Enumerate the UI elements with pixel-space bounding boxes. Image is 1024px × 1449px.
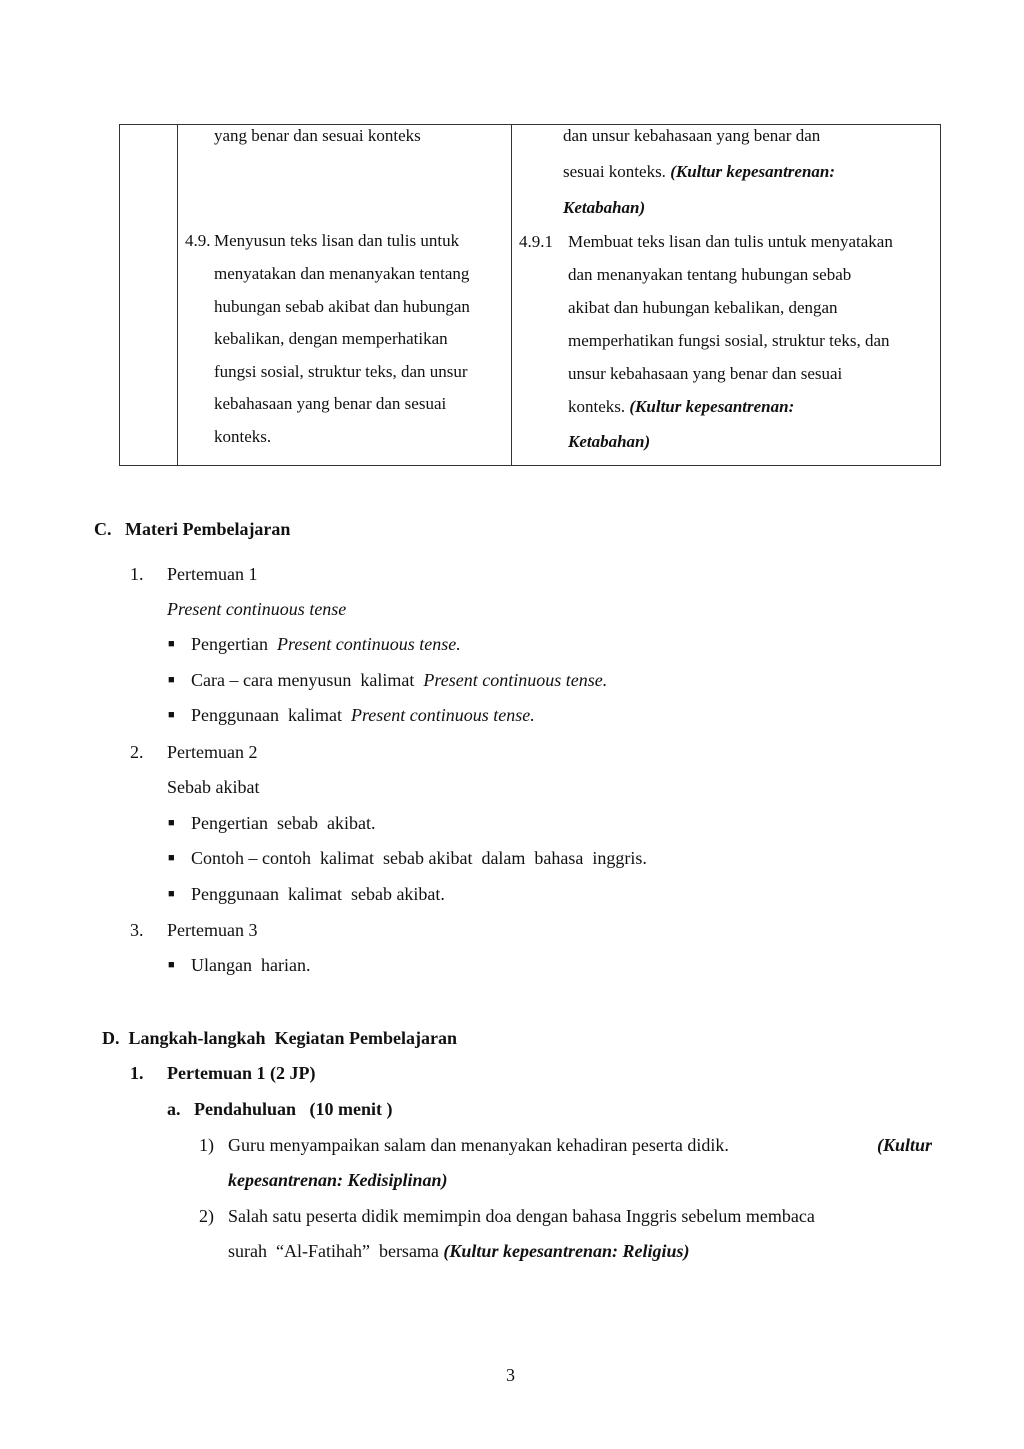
step-line xyxy=(228,1135,932,1156)
page-number: 3 xyxy=(506,1365,515,1385)
indicator-line: dan menanyakan tentang hubungan sebab xyxy=(568,265,852,284)
section-heading-d: D. Langkah-langkah Kegiatan Pembelajaran xyxy=(102,1028,458,1048)
bullet-icon: ■ xyxy=(168,959,175,971)
list-number: 1. xyxy=(130,564,144,584)
list-item: Ulangan harian. xyxy=(191,955,311,975)
bullet-icon: ■ xyxy=(168,888,175,900)
list-item: Penggunaan kalimat sebab akibat. xyxy=(191,884,445,904)
kultur-note: kepesantrenan: Kedisiplinan) xyxy=(228,1170,448,1190)
indicator-line-text: konteks. xyxy=(568,397,626,416)
list-number: 1. xyxy=(130,1063,144,1083)
indicator-text-continued xyxy=(563,155,835,188)
indicator-line: unsur kebahasaan yang benar dan sesuai xyxy=(568,364,843,383)
list-item xyxy=(191,670,607,691)
kd-number: 4.9. xyxy=(185,231,211,250)
indicator-text-continued: dan unsur kebahasaan yang benar dan xyxy=(563,126,821,145)
list-item xyxy=(191,705,535,726)
meeting-topic: Sebab akibat xyxy=(167,777,260,797)
meeting-title: Pertemuan 1 (2 JP) xyxy=(167,1063,316,1083)
meeting-title: Pertemuan 3 xyxy=(167,920,258,940)
list-item-text: Cara – cara menyusun kalimat xyxy=(191,670,424,690)
indicator-number: 4.9.1 xyxy=(519,232,553,251)
kd-line: fungsi sosial, struktur teks, dan unsur xyxy=(214,362,468,381)
indicator-line: sesuai konteks. xyxy=(563,162,666,181)
bullet-icon: ■ xyxy=(168,709,175,721)
activity-phase-heading: a. Pendahuluan (10 menit ) xyxy=(167,1099,393,1119)
bullet-icon: ■ xyxy=(168,852,175,864)
section-heading-c: C. Materi Pembelajaran xyxy=(94,519,291,539)
list-item-text: Pengertian xyxy=(191,634,277,654)
list-item-italic: Present continuous tense. xyxy=(276,634,461,654)
indicator-line: akibat dan hubungan kebalikan, dengan xyxy=(568,298,838,317)
kd-text-continued: yang benar dan sesuai konteks xyxy=(214,126,421,145)
step-text: surah “Al-Fatihah” bersama xyxy=(228,1241,444,1261)
bullet-icon: ■ xyxy=(168,674,175,686)
kd-line: kebahasaan yang benar dan sesuai xyxy=(214,394,447,413)
list-number: 2. xyxy=(130,742,144,762)
kd-line: Menyusun teks lisan dan tulis untuk xyxy=(214,231,460,250)
kultur-note: Ketabahan) xyxy=(563,198,646,217)
meeting-title: Pertemuan 2 xyxy=(167,742,258,762)
list-item xyxy=(191,634,461,655)
list-item: Pengertian sebab akibat. xyxy=(191,813,376,833)
indicator-line: memperhatikan fungsi sosial, struktur teks, dan xyxy=(568,331,890,350)
meeting-topic: Present continuous tense xyxy=(167,599,347,619)
kultur-note: (Kultur kepesantrenan: xyxy=(670,162,836,181)
kultur-note: (Kultur kepesantrenan: xyxy=(629,397,795,416)
step-text: Salah satu peserta didik memimpin doa dengan bahasa Inggris sebelum membaca xyxy=(228,1206,815,1226)
kultur-note: (Kultur kepesantrenan: Religius) xyxy=(443,1241,690,1261)
step-number: 2) xyxy=(199,1206,214,1226)
indicator-line: Membuat teks lisan dan tulis untuk menyatakan xyxy=(568,232,893,251)
meeting-title: Pertemuan 1 xyxy=(167,564,258,584)
step-number: 1) xyxy=(199,1135,214,1155)
kd-line: konteks. xyxy=(214,427,272,446)
bullet-icon: ■ xyxy=(168,638,175,650)
table-divider xyxy=(511,125,512,465)
kd-line: hubungan sebab akibat dan hubungan xyxy=(214,297,470,316)
table-divider xyxy=(177,125,178,465)
list-item-text: Penggunaan kalimat xyxy=(191,705,351,725)
kd-line: menyatakan dan menanyakan tentang xyxy=(214,264,470,283)
kultur-note: Ketabahan) xyxy=(568,432,651,451)
kultur-note: (Kultur xyxy=(876,1135,932,1155)
list-item-italic: Present continuous tense. xyxy=(350,705,535,725)
bullet-icon: ■ xyxy=(168,817,175,829)
indicator-line xyxy=(568,390,794,423)
list-number: 3. xyxy=(130,920,144,940)
kd-line: kebalikan, dengan memperhatikan xyxy=(214,329,448,348)
step-text: Guru menyampaikan salam dan menanyakan kehadiran peserta didik. xyxy=(228,1135,729,1155)
step-line xyxy=(228,1241,689,1262)
list-item-italic: Present continuous tense. xyxy=(423,670,608,690)
list-item: Contoh – contoh kalimat sebab akibat dalam bahasa inggris. xyxy=(191,848,647,868)
